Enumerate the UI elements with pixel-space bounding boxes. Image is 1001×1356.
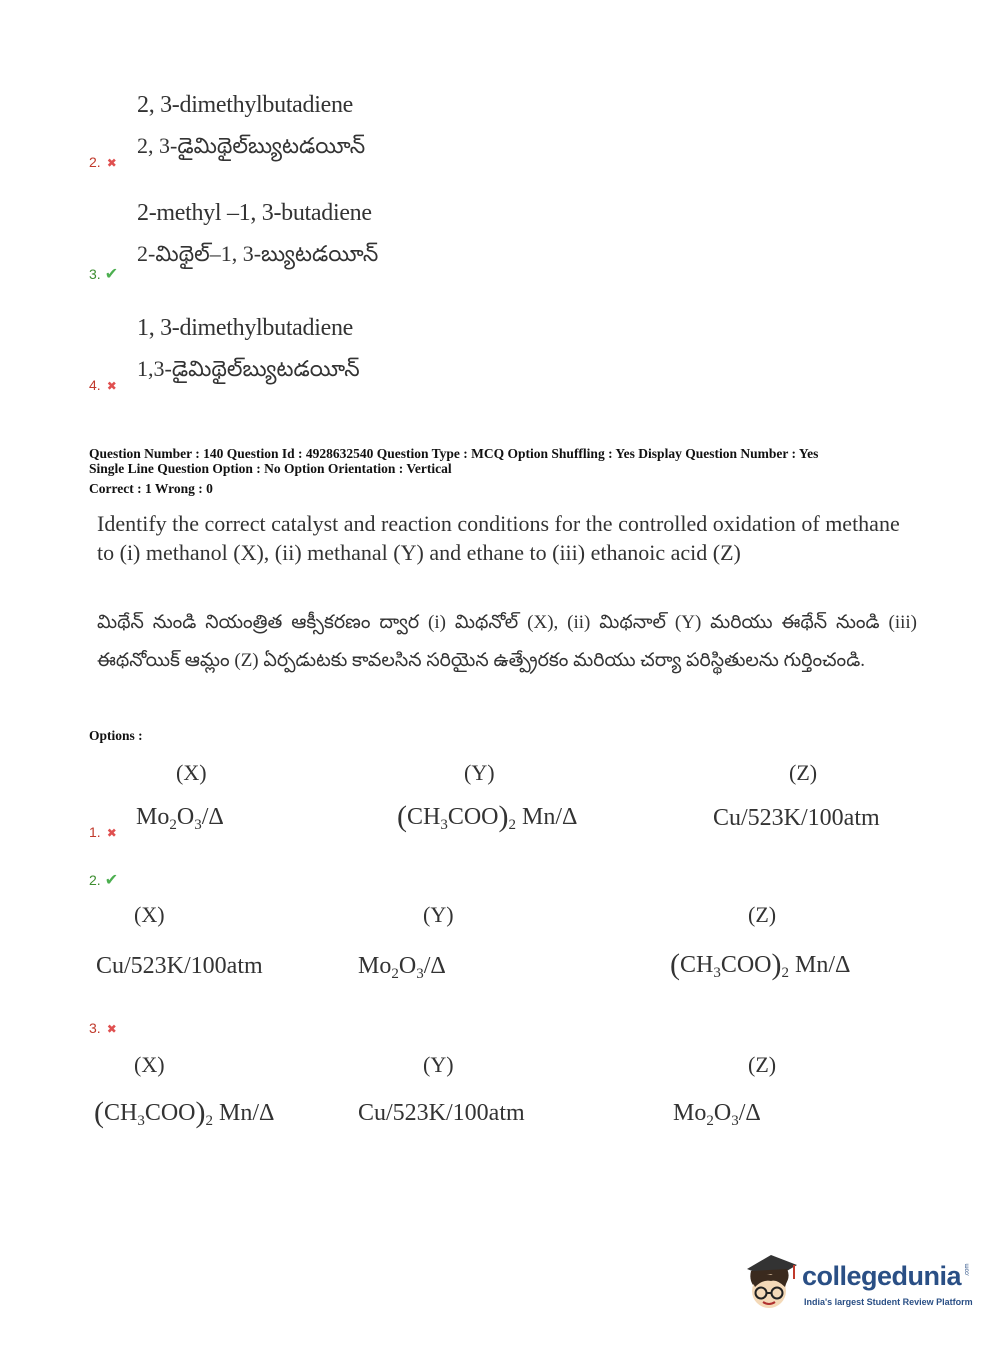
prev-option-3-en: 2-methyl –1, 3-butadiene	[137, 200, 372, 226]
option-number: 1.	[89, 824, 101, 840]
prev-option-2-marker	[89, 154, 117, 172]
option-2-z-value: $(CH_3COO)_2$ Mn/Δ	[670, 948, 851, 981]
option-1-marker	[89, 824, 117, 842]
option-3-y-value: Cu/523K/100atm	[358, 1100, 525, 1126]
option-2-header-x: (X)	[134, 902, 165, 927]
option-1-z-value: Cu/523K/100atm	[713, 805, 880, 831]
option-2-x-value: Cu/523K/100atm	[96, 953, 263, 979]
wrong-icon: ✖	[106, 379, 117, 393]
wrong-icon: ✖	[106, 1022, 117, 1036]
question-meta-line-2: Single Line Question Option : No Option Orientation : Vertical	[89, 461, 452, 476]
option-1-y-value: $(CH_3COO)_2$ Mn/Δ	[397, 800, 578, 833]
question-text-en: Identify the correct catalyst and reaction conditions for the controlled oxidation of methane to (i) methanol (X), (ii) methanal (Y) and ethane to (iii) ethanoic acid (Z)	[97, 511, 900, 565]
prev-option-3-te: 2-మిథైల్–1, 3-బ్యుటడయీన్	[137, 241, 379, 266]
option-1-x-value: $Mo_2O_3/\Delta$	[136, 804, 224, 833]
option-1-header-y: (Y)	[464, 760, 495, 785]
option-2-header-z: (Z)	[748, 902, 777, 927]
option-3-header-z: (Z)	[748, 1052, 777, 1077]
prev-option-2-te: 2, 3-డైమిథైల్‌బ్యుటడయీన్	[137, 133, 366, 158]
option-2-header-y: (Y)	[423, 902, 454, 927]
prev-option-4-marker	[89, 377, 117, 395]
option-number: 4.	[89, 377, 101, 393]
question-meta-line-1: Question Number : 140 Question Id : 4928632540 Question Type : MCQ Option Shuffling : Yes Display Question Number : Yes	[89, 446, 819, 461]
option-number: 2.	[89, 154, 101, 170]
option-2-y-value: $Mo_2O_3/\Delta$	[358, 953, 446, 982]
option-1-header-z: (Z)	[789, 760, 818, 785]
option-3-x-value: $(CH_3COO)_2$ Mn/Δ	[94, 1096, 275, 1129]
question-meta-line-3: Correct : 1 Wrong : 0	[89, 481, 213, 496]
wrong-icon: ✖	[106, 156, 117, 170]
prev-option-4-en: 1, 3-dimethylbutadiene	[137, 315, 354, 341]
logo-com: .com	[964, 1263, 971, 1277]
check-icon: ✔	[104, 872, 119, 889]
collegedunia-logo	[741, 1249, 971, 1319]
mascot-icon	[741, 1249, 801, 1311]
logo-wordmark: collegedunia	[802, 1261, 962, 1291]
option-3-header-x: (X)	[134, 1052, 165, 1077]
prev-option-3-marker	[89, 264, 118, 284]
option-3-marker	[89, 1020, 117, 1038]
option-1-header-x: (X)	[176, 760, 207, 785]
option-3-header-y: (Y)	[423, 1052, 454, 1077]
prev-option-4-te: 1,3-డైమిథైల్‌బ్యుటడయీన్	[137, 356, 360, 381]
logo-tagline: India's largest Student Review Platform	[804, 1297, 973, 1307]
option-number: 3.	[89, 266, 101, 282]
question-text-te: మిథేన్ నుండి నియంత్రిత ఆక్సీకరణం ద్వార (i) మిథనోల్ (X), (ii) మిథనాల్ (Y) మరియు ఈథేన్ నుండి (iii) ఈథనోయిక్ ఆమ్లం (Z) ఏర్పడుటకు కావలసిన సరియైన ఉత్ప్రేరకం మరియు చర్యా పరిస్థితులను గుర్తించండి.	[97, 612, 917, 671]
option-number: 3.	[89, 1020, 101, 1036]
option-3-z-value: $Mo_2O_3/\Delta$	[673, 1100, 761, 1129]
wrong-icon: ✖	[106, 826, 117, 840]
option-2-marker	[89, 870, 118, 890]
check-icon: ✔	[104, 266, 119, 283]
prev-option-2-en: 2, 3-dimethylbutadiene	[137, 92, 354, 118]
option-number: 2.	[89, 872, 101, 888]
options-label: Options :	[89, 728, 143, 743]
